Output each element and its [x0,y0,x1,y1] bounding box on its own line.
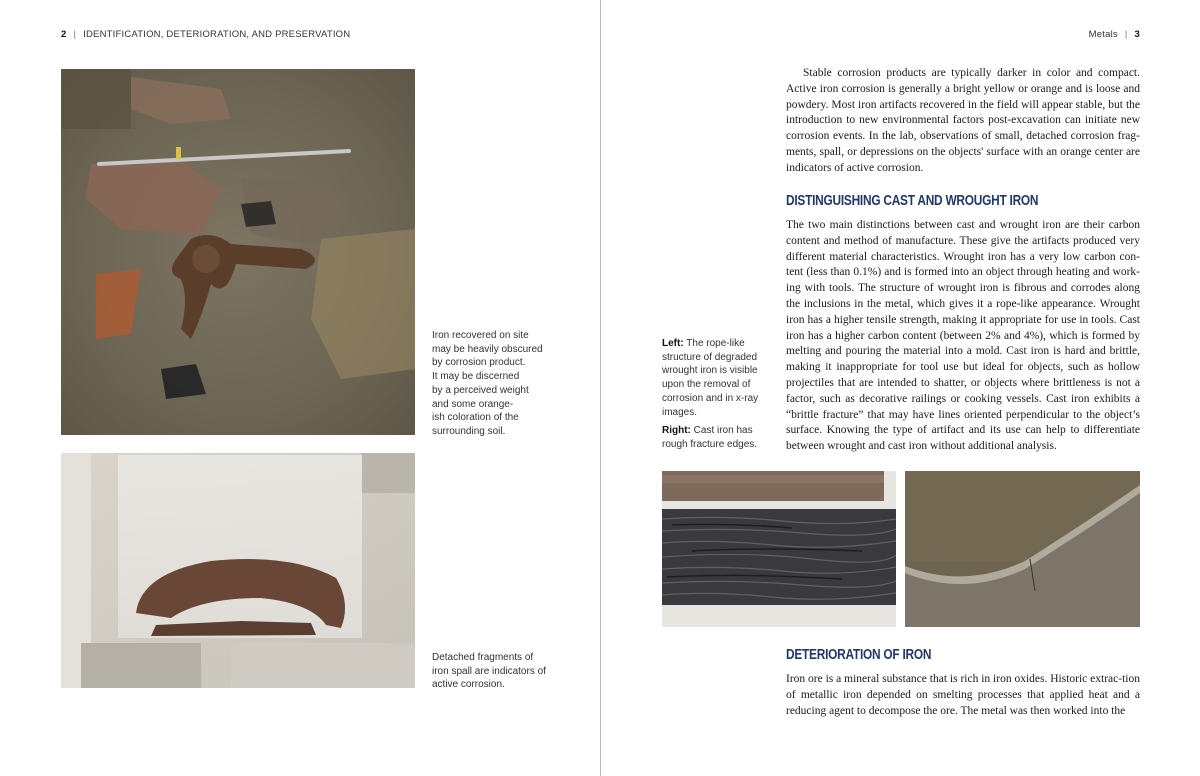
caption-right-text: Cast iron has rough fracture edges. [662,425,758,450]
iron-comparison-caption [662,337,774,457]
running-title-right: Metals [1088,29,1118,40]
caption-line: iron spall are indicators of [432,665,546,677]
intro-paragraph [786,66,1140,177]
caption-line: Iron recovered on site [432,330,529,341]
distinguishing-paragraph [786,218,1140,455]
caption-line: Detached fragments of [432,652,534,663]
paragraph-text: Iron ore is a mineral substance that is rich in iron oxides. Historic extrac-tion of metallic iron depended on smelting processes that applied heat and a reducing agent to decompose the ore. The metal was then worked into the [786,673,1140,717]
caption-right [662,424,774,451]
page-number-right: 3 [1134,29,1140,40]
running-head-right [1089,29,1140,40]
caption-line: active corrosion. [432,679,505,691]
deterioration-paragraph [786,672,1140,719]
iron-spall-in-bag-photo [61,453,415,688]
iron-artifact-in-soil-photo [61,69,415,435]
caption-line: by a perceived weight [432,384,529,396]
wrought-iron-photo [662,471,896,627]
caption-left-label: Left: [662,338,684,349]
section-heading-deterioration: DETERIORATION OF IRON [786,647,932,663]
caption-left-text: The rope-like structure of degraded wrought iron is visible upon the removal of corrosion and in x-ray images. [662,338,759,418]
paragraph-text: The two main distinctions between cast and wrought iron are their carbon content and method of manufacture. These give the artifacts produced very different material characteristics. Wrought iron has a very low carbon con-tent (less than 0.1%) and is formed into an object through heating and work-ing with tools. The structure of wrought iron is fibrous and corrodes along the inclusions in the metal, which gives it a rope-like appearance. Wrought iron has a higher tensile strength, making it appropriate for use in tools. Cast iron has a higher carbon content (between 2% and 4%), which is formed by melting and pouring the material into a mold. Cast iron is hard and brittle, making it inappropriate for tool use but ideal for objects, such as hollow projectiles that are intended to shatter, or objects where brittleness is not a factor, such as decorative railings or cooking vessels. Cast iron exhibits a “brittle fracture” that may have lines oriented perpendicular to the object’s surface. Knowing the type of artifact and its use can help to differentiate between wrought and cast iron without additional analysis. [786,219,1140,453]
section-heading-distinguishing: DISTINGUISHING CAST AND WROUGHT IRON [786,193,1039,209]
caption-line: by corrosion product. [432,357,526,369]
caption-line: ish coloration of the [432,412,519,424]
caption-right-label: Right: [662,425,691,437]
spall-photo-caption [432,651,572,692]
running-title-left: IDENTIFICATION, DETERIORATION, AND PRESERVATION [83,29,351,40]
cast-iron-photo [905,471,1140,627]
caption-line: surrounding soil. [432,425,506,437]
running-head-separator: | [1124,29,1128,40]
caption-line: It may be discerned [432,371,520,383]
caption-line: may be heavily obscured [432,343,543,355]
running-head-left [61,29,350,40]
caption-left [662,337,774,419]
page-number-left: 2 [61,29,67,40]
paragraph-text: Stable corrosion products are typically darker in color and compact. Active iron corrosion is generally a bright yellow or orange and is loose and powdery. Most iron artifacts recovered in the field will appear stable, but the introduction to new environmental factors post-excavation can initiate new corrosion events. In the lab, observations of small, detached corrosion frag-ments, spall, or depressions on the objects' surface with an orange center are indicators of active corrosion. [786,67,1140,174]
soil-photo-caption [432,329,562,439]
running-head-separator: | [73,29,77,40]
page-gutter-divider [600,0,601,776]
caption-line: and some orange- [432,398,514,410]
